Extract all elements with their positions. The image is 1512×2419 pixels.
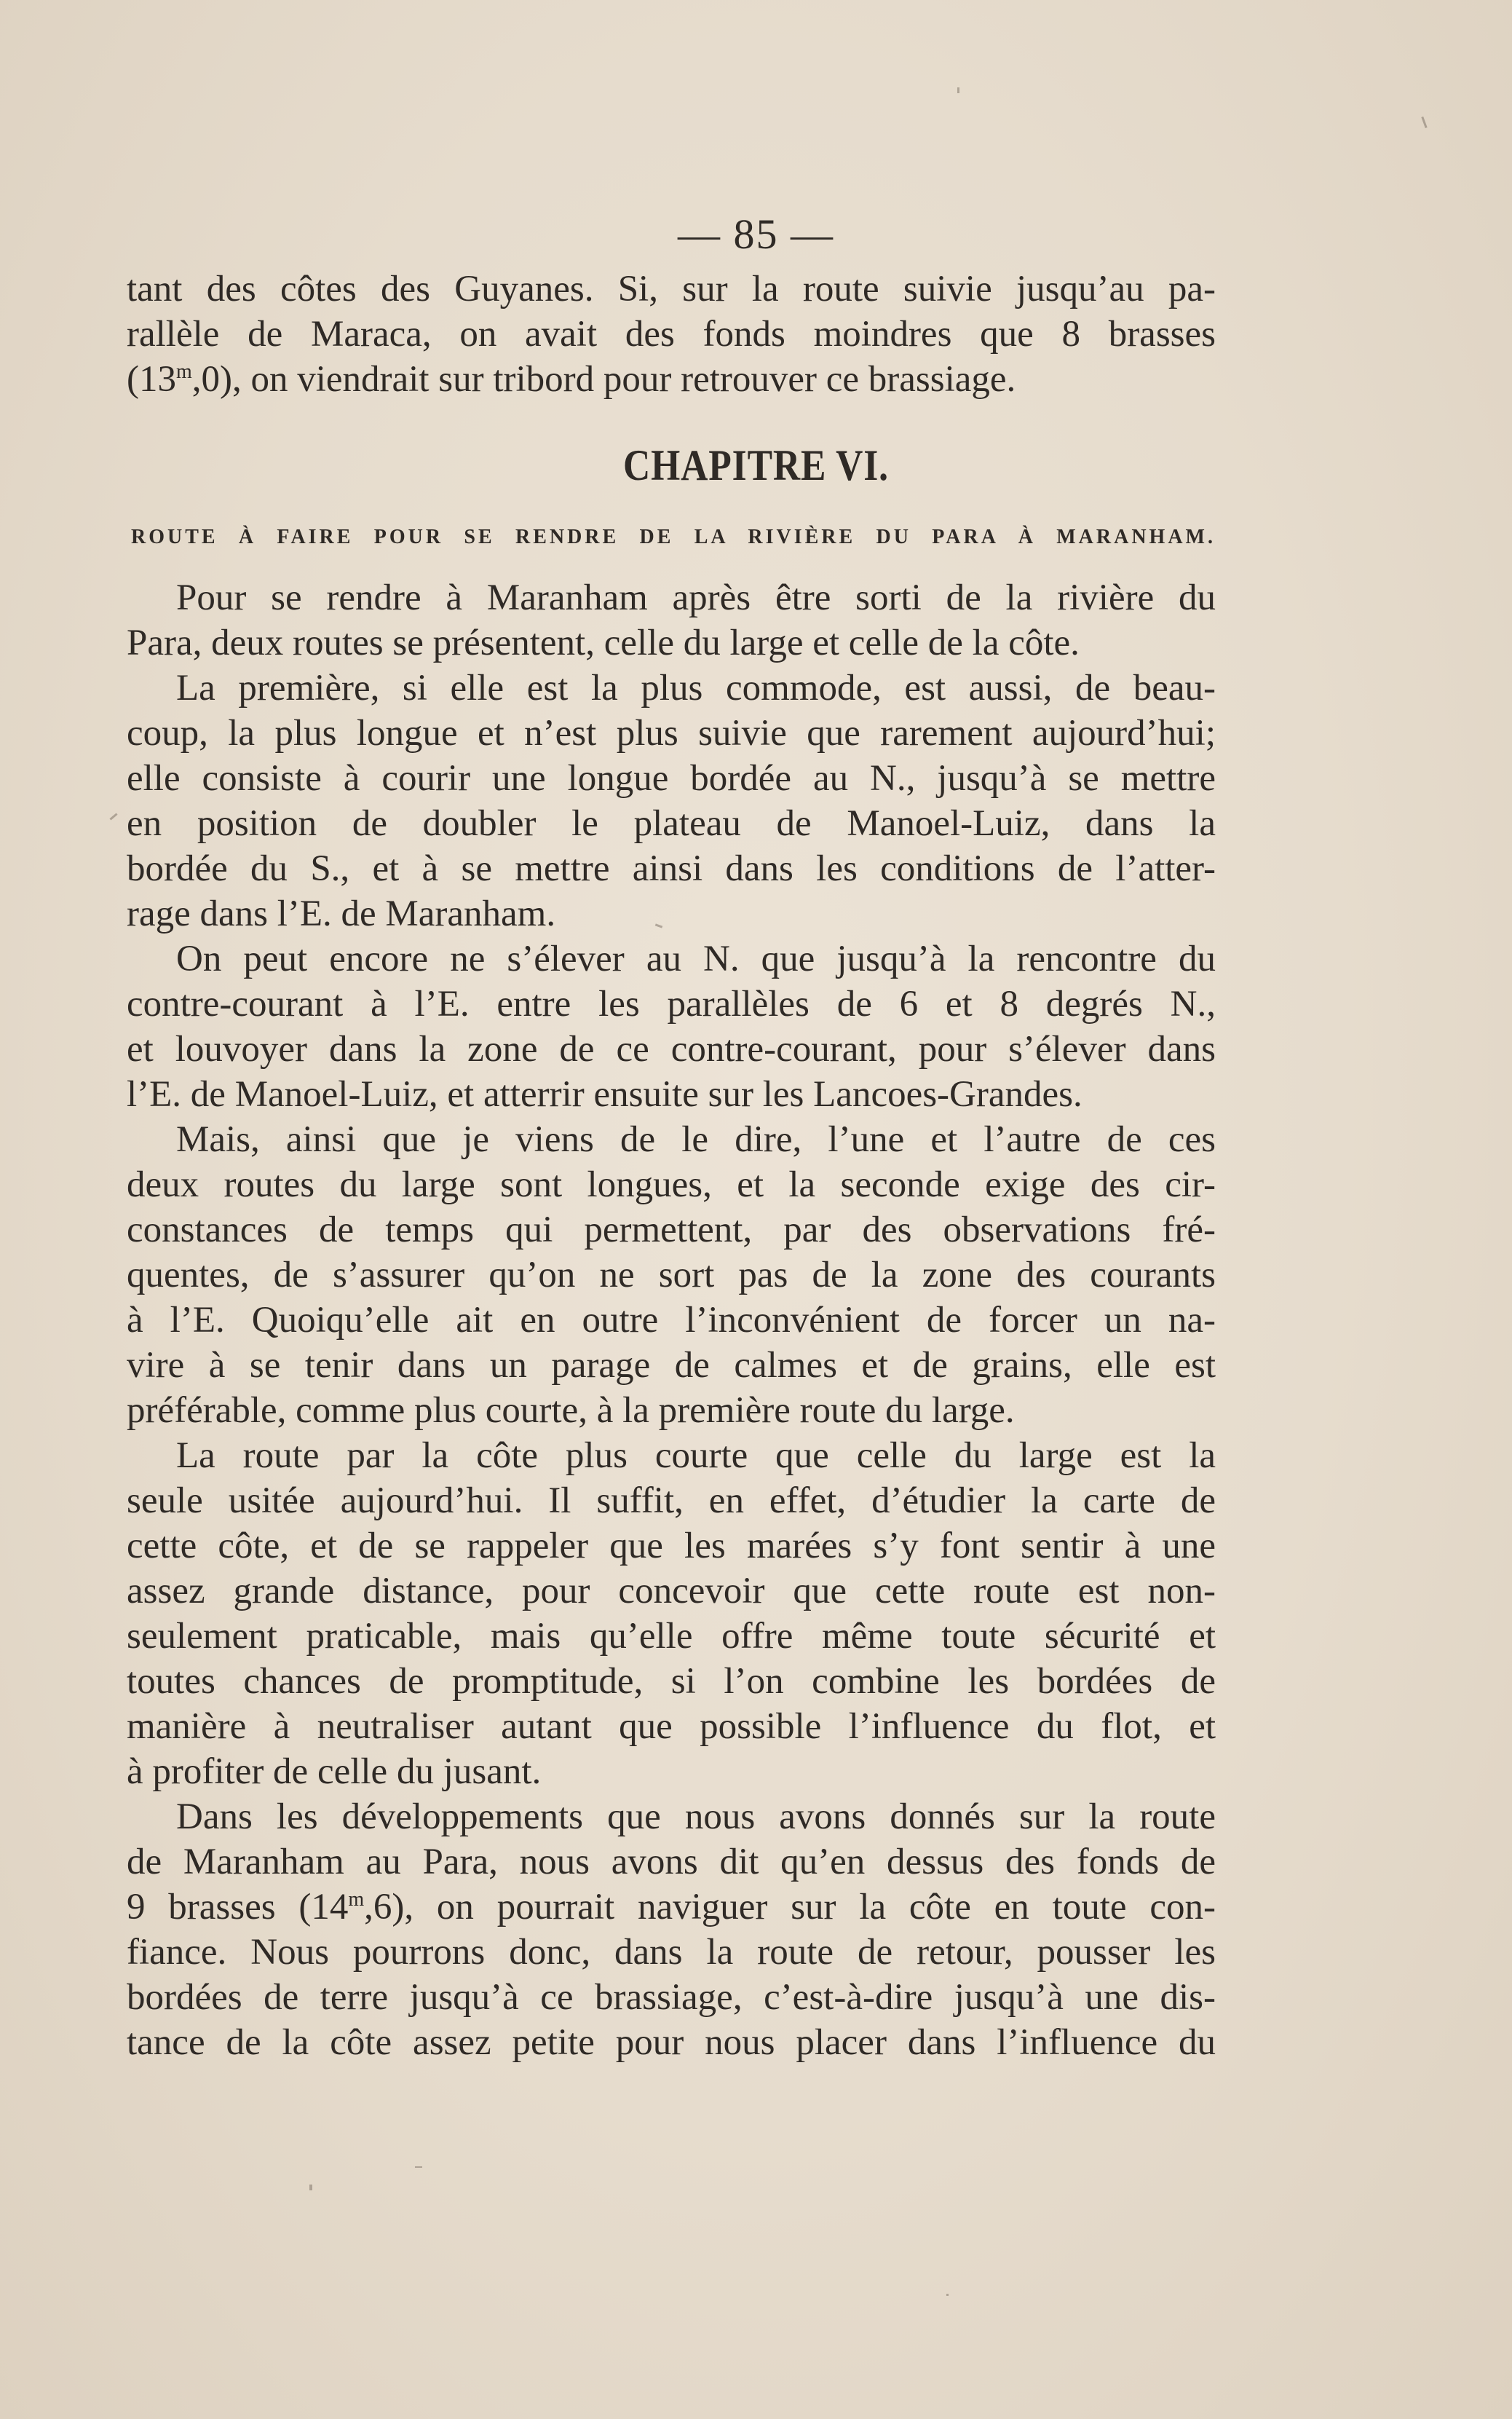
text-line: seule usitée aujourd’hui. Il suffit, en effet, d’étudier la carte de (127, 1480, 1216, 1521)
text-line: de Maranham au Para, nous avons dit qu’en dessus des fonds de (127, 1842, 1216, 1882)
text-line: seulement praticable, mais qu’elle offre même toute sécurité et (127, 1616, 1216, 1657)
text-line: constances de temps qui permettent, par des observations fré- (127, 1210, 1216, 1250)
text-line: et louvoyer dans la zone de ce contre-courant, pour s’élever dans (127, 1029, 1216, 1070)
text-line: 9 brasses (14$^m$,6), on pourrait naviguer sur la côte en toute con- (127, 1887, 1216, 1927)
text-line: toutes chances de promptitude, si l’on combine les bordées de (127, 1661, 1216, 1702)
text-line: manière à neutraliser autant que possible l’influence du flot, et (127, 1706, 1216, 1747)
chapter-subtitle: ROUTE À FAIRE POUR SE RENDRE DE LA RIVIÈRE DU PARA À MARANHAM. (131, 526, 1216, 548)
text-line: Pour se rendre à Maranham après être sorti de la rivière du (176, 577, 1216, 618)
text-line: tant des côtes des Guyanes. Si, sur la route suivie jusqu’au pa- (127, 269, 1216, 309)
text-line: elle consiste à courir une longue bordée au N., jusqu’à se mettre (127, 758, 1216, 799)
text-line: quentes, de s’assurer qu’on ne sort pas de la zone des courants (127, 1255, 1216, 1295)
text-line: coup, la plus longue et n’est plus suivie que rarement aujourd’hui; (127, 713, 1216, 754)
text-line: à profiter de celle du jusant. (127, 1751, 542, 1792)
text-line: assez grande distance, pour concevoir que cette route est non- (127, 1571, 1216, 1611)
text-line: vire à se tenir dans un parage de calmes et de grains, elle est (127, 1345, 1216, 1386)
text-line: La route par la côte plus courte que celle du large est la (176, 1435, 1216, 1476)
text-line: On peut encore ne s’élever au N. que jusqu’à la rencontre du (176, 939, 1216, 979)
text-line: Mais, ainsi que je viens de le dire, l’une et l’autre de ces (176, 1119, 1216, 1160)
text-line: contre-courant à l’E. entre les parallèles de 6 et 8 degrés N., (127, 984, 1216, 1025)
text-line: préférable, comme plus courte, à la première route du large. (127, 1390, 1015, 1431)
text-line: fiance. Nous pourrons donc, dans la route de retour, pousser les (127, 1932, 1216, 1973)
text-line: rallèle de Maraca, on avait des fonds moindres que 8 brasses (127, 314, 1216, 355)
text-line: (13$^m$,0), on viendrait sur tribord pour retrouver ce brassiage. (127, 359, 1016, 400)
text-line: cette côte, et de se rappeler que les marées s’y font sentir à une (127, 1526, 1216, 1566)
text-line: La première, si elle est la plus commode, est aussi, de beau- (176, 668, 1216, 709)
continued-paragraph (127, 267, 1216, 402)
chapter-title: CHAPITRE VI. (623, 441, 889, 489)
text-line: l’E. de Manoel-Luiz, et atterrir ensuite sur les Lancoes-Grandes. (127, 1074, 1082, 1115)
page-number: — 85 — (678, 210, 834, 258)
text-line: à l’E. Quoiqu’elle ait en outre l’inconvénient de forcer un na- (127, 1300, 1216, 1341)
text-line: bordées de terre jusqu’à ce brassiage, c’est-à-dire jusqu’à une dis- (127, 1977, 1216, 2018)
text-line: deux routes du large sont longues, et la seconde exige des cir- (127, 1164, 1216, 1205)
text-line: en position de doubler le plateau de Manoel-Luiz, dans la (127, 803, 1216, 844)
text-line: rage dans l’E. de Maranham. (127, 893, 556, 934)
chapter-body (127, 575, 1216, 2065)
text-line: Para, deux routes se présentent, celle du large et celle de la côte. (127, 623, 1080, 663)
text-line: tance de la côte assez petite pour nous placer dans l’influence du (127, 2022, 1216, 2063)
text-line: bordée du S., et à se mettre ainsi dans les conditions de l’atter- (127, 848, 1216, 889)
text-line: Dans les développements que nous avons donnés sur la route (176, 1796, 1216, 1837)
